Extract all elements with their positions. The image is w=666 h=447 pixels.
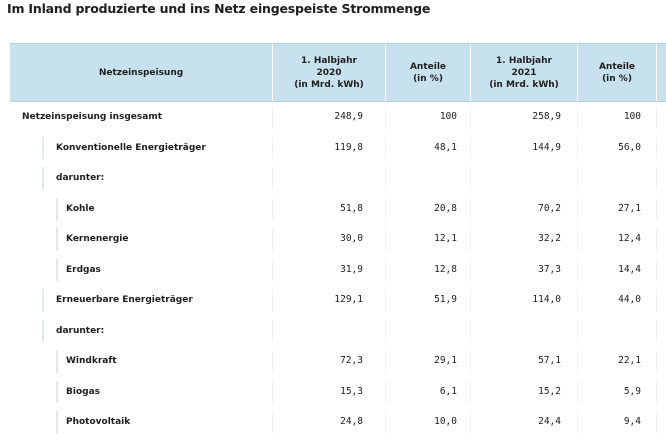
- cell-a2020: 29,1: [434, 355, 457, 366]
- cell-a2021: 100: [623, 111, 641, 122]
- column-divider: [577, 198, 578, 221]
- cell-v2021: 258,9: [532, 111, 561, 122]
- header-divider: [656, 44, 657, 102]
- table-row: [10, 163, 666, 193]
- column-divider: [272, 167, 273, 190]
- column-divider: [470, 228, 471, 251]
- cell-v2021: 15,2: [538, 385, 561, 397]
- cell-v2020: [303, 316, 363, 346]
- column-divider: [272, 320, 273, 343]
- cell-a2021: 56,0: [618, 141, 641, 153]
- column-divider: [577, 167, 578, 190]
- row-label: Konventionelle Energieträger: [56, 142, 206, 153]
- row-label: Erdgas: [66, 264, 101, 275]
- column-divider: [577, 381, 578, 404]
- cell-a2020: 12,1: [434, 233, 457, 244]
- column-divider: [577, 350, 578, 373]
- cell-a2020: 10,0: [434, 416, 457, 427]
- indent-bar: [56, 228, 58, 251]
- column-divider: [385, 289, 386, 312]
- table-header: [10, 43, 666, 102]
- cell-a2020: 12,8: [434, 263, 457, 275]
- column-divider: [656, 137, 657, 160]
- indent-bar: [56, 381, 58, 404]
- cell-v2020: [303, 163, 363, 193]
- cell-v2020: 119,8: [334, 141, 363, 153]
- table-row: [10, 285, 666, 315]
- cell-a2021: [581, 163, 641, 193]
- column-divider: [385, 350, 386, 373]
- column-divider: [385, 320, 386, 343]
- header-netzeinspeisung: Netzeinspeisung: [98, 68, 184, 78]
- column-divider: [272, 198, 273, 221]
- cell-a2021: 12,4: [618, 233, 641, 244]
- column-divider: [577, 106, 578, 129]
- row-label: Biogas: [66, 386, 101, 397]
- cell-v2021: [501, 163, 561, 193]
- table-row: [10, 194, 666, 224]
- cell-a2021: 5,9: [623, 385, 641, 397]
- column-divider: [577, 289, 578, 312]
- column-divider: [385, 137, 386, 160]
- column-divider: [577, 411, 578, 434]
- cell-v2020: 24,8: [340, 416, 363, 427]
- cell-v2020: 51,8: [340, 202, 363, 214]
- column-divider: [470, 350, 471, 373]
- cell-v2020: 72,3: [340, 355, 363, 366]
- column-divider: [470, 106, 471, 129]
- cell-a2020: [397, 163, 457, 193]
- header-anteile-2021: Anteile (in %): [598, 62, 636, 84]
- column-divider: [470, 320, 471, 343]
- cell-v2020: 248,9: [334, 111, 363, 122]
- cell-v2021: 24,4: [538, 416, 561, 427]
- row-label: Kernenergie: [66, 234, 129, 244]
- table-row: [10, 133, 666, 163]
- column-divider: [272, 228, 273, 251]
- indent-bar: [42, 320, 44, 343]
- cell-a2020: [397, 316, 457, 346]
- cell-v2020: 15,3: [340, 385, 363, 397]
- column-divider: [656, 350, 657, 373]
- column-divider: [577, 137, 578, 160]
- indent-bar: [56, 259, 58, 282]
- header-halbjahr-2020: 1. Halbjahr 2020 (in Mrd. kWh): [294, 56, 364, 90]
- cell-v2021: 37,3: [538, 263, 561, 275]
- column-divider: [656, 259, 657, 282]
- column-divider: [385, 259, 386, 282]
- column-divider: [470, 167, 471, 190]
- indent-bar: [56, 350, 58, 373]
- column-divider: [577, 320, 578, 343]
- indent-bar: [42, 167, 44, 190]
- row-label: Kohle: [66, 203, 95, 214]
- header-rule: [10, 101, 666, 102]
- row-label: darunter:: [56, 173, 105, 183]
- cell-a2021: 9,4: [623, 416, 641, 427]
- column-divider: [385, 411, 386, 434]
- cell-v2021: [501, 316, 561, 346]
- table-row: [10, 407, 666, 437]
- column-divider: [577, 228, 578, 251]
- column-divider: [470, 381, 471, 404]
- table-row: [10, 255, 666, 285]
- column-divider: [385, 381, 386, 404]
- cell-v2021: 114,0: [532, 294, 561, 305]
- column-divider: [656, 320, 657, 343]
- cell-v2020: 30,0: [340, 233, 363, 244]
- cell-a2021: 14,4: [618, 263, 641, 275]
- column-divider: [656, 228, 657, 251]
- column-divider: [656, 411, 657, 434]
- row-label: Windkraft: [66, 356, 117, 366]
- cell-a2020: 20,8: [434, 202, 457, 214]
- cell-v2020: 31,9: [340, 263, 363, 275]
- column-divider: [385, 228, 386, 251]
- cell-v2020: 129,1: [334, 294, 363, 305]
- column-divider: [470, 137, 471, 160]
- column-divider: [656, 289, 657, 312]
- column-divider: [470, 198, 471, 221]
- indent-bar: [42, 137, 44, 160]
- indent-bar: [42, 289, 44, 312]
- column-divider: [272, 106, 273, 129]
- table-row: [10, 316, 666, 346]
- cell-a2021: [581, 316, 641, 346]
- cell-a2021: 27,1: [618, 202, 641, 214]
- cell-v2021: 144,9: [532, 141, 561, 153]
- indent-bar: [56, 198, 58, 221]
- column-divider: [385, 167, 386, 190]
- cell-v2021: 32,2: [538, 233, 561, 244]
- cell-a2021: 22,1: [618, 355, 641, 366]
- cell-a2020: 51,9: [434, 294, 457, 305]
- column-divider: [656, 167, 657, 190]
- column-divider: [272, 411, 273, 434]
- indent-bar: [56, 411, 58, 434]
- column-divider: [470, 289, 471, 312]
- row-label: Photovoltaik: [66, 417, 131, 427]
- column-divider: [272, 289, 273, 312]
- table-row: [10, 102, 666, 132]
- row-label: Erneuerbare Energieträger: [56, 295, 193, 305]
- table-row: [10, 224, 666, 254]
- table-row: [10, 377, 666, 407]
- column-divider: [385, 106, 386, 129]
- cell-a2020: 6,1: [439, 385, 457, 397]
- header-halbjahr-2021: 1. Halbjahr 2021 (in Mrd. kWh): [489, 56, 559, 90]
- column-divider: [656, 198, 657, 221]
- column-divider: [656, 381, 657, 404]
- column-divider: [272, 259, 273, 282]
- column-divider: [272, 137, 273, 160]
- column-divider: [470, 259, 471, 282]
- column-divider: [577, 259, 578, 282]
- row-label: darunter:: [56, 325, 105, 336]
- column-divider: [385, 198, 386, 221]
- header-anteile-2020: Anteile (in %): [409, 62, 447, 84]
- column-divider: [470, 411, 471, 434]
- cell-a2020: 100: [439, 111, 457, 122]
- row-label: Netzeinspeisung insgesamt: [22, 112, 163, 122]
- column-divider: [272, 350, 273, 373]
- table-row: [10, 346, 666, 376]
- cell-a2021: 44,0: [618, 294, 641, 305]
- cell-v2021: 57,1: [538, 355, 561, 366]
- cell-a2020: 48,1: [434, 141, 457, 153]
- column-divider: [656, 106, 657, 129]
- column-divider: [272, 381, 273, 404]
- table-title: Im Inland produzierte und ins Netz eingespeiste Strommenge: [7, 1, 431, 16]
- cell-v2021: 70,2: [538, 202, 561, 214]
